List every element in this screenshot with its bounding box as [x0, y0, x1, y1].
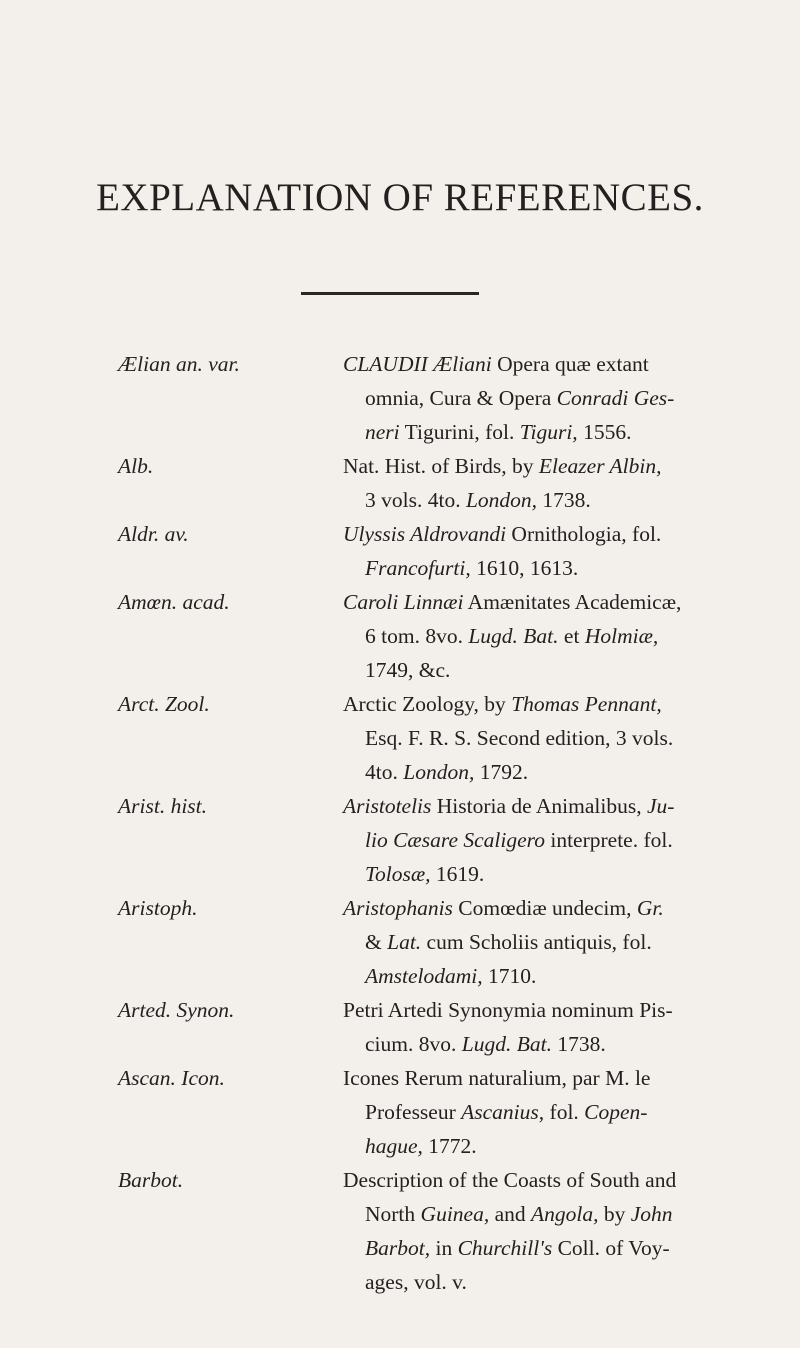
text-run: Description of the Coasts of South and: [343, 1168, 677, 1192]
reference-entry: [0, 585, 800, 687]
description-line: [343, 755, 723, 789]
text-run: Esq. F. R. S. Second edition, 3 vols.: [365, 726, 674, 750]
italic-text: lio Cæsare Scaligero: [365, 828, 545, 852]
text-run: 1738.: [537, 488, 591, 512]
italic-text: Copen-: [584, 1100, 648, 1124]
description-line: [343, 959, 723, 993]
italic-text: Barbot,: [365, 1236, 431, 1260]
italic-text: Francofurti,: [365, 556, 471, 580]
reference-abbreviation: Aldr. av.: [118, 522, 189, 546]
reference-entry: [0, 1163, 800, 1299]
reference-description: [343, 993, 723, 1061]
reference-abbreviation: Arist. hist.: [118, 794, 208, 818]
reference-abbreviation: Arct. Zool.: [118, 692, 210, 716]
description-line: [343, 517, 723, 551]
description-line: [343, 1027, 723, 1061]
text-run: Coll. of Voy-: [552, 1236, 670, 1260]
text-run: omnia, Cura & Opera: [365, 386, 557, 410]
italic-text: Caroli Linnæi: [343, 590, 464, 614]
text-run: Arctic Zoology, by: [343, 692, 512, 716]
italic-text: CLAUDII Æliani: [343, 352, 492, 376]
italic-text: London,: [403, 760, 475, 784]
reference-abbreviation: Ascan. Icon.: [118, 1066, 225, 1090]
reference-entry: [0, 891, 800, 993]
description-line: [343, 653, 723, 687]
italic-text: Lugd. Bat.: [468, 624, 559, 648]
text-run: cium. 8vo.: [365, 1032, 462, 1056]
reference-description: [343, 1163, 723, 1299]
italic-text: Ulyssis Aldrovandi: [343, 522, 507, 546]
text-run: and: [489, 1202, 532, 1226]
text-run: 1749, &c.: [365, 658, 451, 682]
reference-entry: [0, 449, 800, 517]
reference-description: [343, 517, 723, 585]
italic-text: Lugd. Bat.: [461, 1032, 552, 1056]
italic-text: Holmiæ,: [584, 624, 659, 648]
reference-abbreviation: Amœn. acad.: [118, 590, 230, 614]
reference-description: [343, 891, 723, 993]
text-run: 4to.: [365, 760, 404, 784]
italic-text: Conradi Ges-: [556, 386, 675, 410]
italic-text: Tolosæ,: [365, 862, 431, 886]
text-run: ages, vol. v.: [365, 1270, 467, 1294]
text-run: Opera quæ extant: [491, 352, 649, 376]
text-run: 1792.: [474, 760, 529, 784]
italic-text: Eleazer Albin,: [538, 454, 662, 478]
italic-text: Tiguri,: [519, 420, 578, 444]
description-line: [343, 993, 723, 1027]
text-run: Historia de Animalibus,: [431, 794, 647, 818]
text-run: et: [558, 624, 585, 648]
reference-entry: [0, 789, 800, 891]
reference-list: [0, 347, 800, 1299]
description-line: [343, 483, 723, 517]
description-line: [343, 789, 723, 823]
italic-text: Churchill's: [457, 1236, 553, 1260]
description-line: [343, 1265, 723, 1299]
italic-text: Amstelodami,: [365, 964, 483, 988]
description-line: [343, 551, 723, 585]
reference-entry: [0, 1061, 800, 1163]
text-run: Professeur: [365, 1100, 462, 1124]
italic-text: Thomas Pennant,: [511, 692, 662, 716]
text-run: 1738.: [551, 1032, 606, 1056]
reference-description: [343, 789, 723, 891]
title-rule: [301, 292, 479, 295]
italic-text: Ascanius,: [461, 1100, 545, 1124]
text-run: North: [365, 1202, 421, 1226]
text-run: 1610, 1613.: [470, 556, 579, 580]
text-run: 1710.: [482, 964, 537, 988]
reference-abbreviation: Barbot.: [118, 1168, 184, 1192]
italic-text: Lat.: [387, 930, 422, 954]
text-run: &: [365, 930, 388, 954]
description-line: [343, 823, 723, 857]
reference-abbreviation: Alb.: [118, 454, 154, 478]
text-run: by: [598, 1202, 631, 1226]
description-line: [343, 721, 723, 755]
italic-text: Aristophanis: [343, 896, 453, 920]
text-run: Ornithologia, fol.: [506, 522, 662, 546]
description-line: [343, 1163, 723, 1197]
description-line: [343, 925, 723, 959]
italic-text: Angola,: [531, 1202, 599, 1226]
description-line: [343, 891, 723, 925]
italic-text: Guinea,: [420, 1202, 490, 1226]
italic-text: London,: [465, 488, 538, 512]
page-title: EXPLANATION OF REFERENCES.: [96, 176, 704, 219]
text-run: 1619.: [430, 862, 485, 886]
text-run: interprete. fol.: [544, 828, 673, 852]
description-line: [343, 687, 723, 721]
text-run: fol.: [544, 1100, 585, 1124]
text-run: Nat. Hist. of Birds, by: [343, 454, 539, 478]
text-run: 3 vols. 4to.: [365, 488, 466, 512]
text-run: cum Scholiis antiquis, fol.: [421, 930, 652, 954]
reference-entry: [0, 687, 800, 789]
italic-text: John: [630, 1202, 673, 1226]
text-run: in: [430, 1236, 458, 1260]
reference-description: [343, 585, 723, 687]
description-line: [343, 1095, 723, 1129]
text-run: 1556.: [577, 420, 632, 444]
description-line: [343, 449, 723, 483]
italic-text: hague,: [365, 1134, 423, 1158]
description-line: [343, 1231, 723, 1265]
description-line: [343, 1129, 723, 1163]
text-run: 1772.: [422, 1134, 477, 1158]
reference-abbreviation: Arted. Synon.: [118, 998, 235, 1022]
text-run: Petri Artedi Synonymia nominum Pis-: [343, 998, 673, 1022]
text-run: 6 tom. 8vo.: [365, 624, 469, 648]
reference-entry: [0, 517, 800, 585]
reference-description: [343, 687, 723, 789]
italic-text: Gr.: [636, 896, 664, 920]
description-line: [343, 415, 723, 449]
description-line: [343, 585, 723, 619]
italic-text: Aristotelis: [343, 794, 432, 818]
italic-text: Ju-: [646, 794, 675, 818]
description-line: [343, 381, 723, 415]
description-line: [343, 347, 723, 381]
text-run: Icones Rerum naturalium, par M. le: [343, 1066, 651, 1090]
description-line: [343, 1197, 723, 1231]
reference-abbreviation: Ælian an. var.: [118, 352, 240, 376]
description-line: [343, 857, 723, 891]
reference-description: [343, 1061, 723, 1163]
reference-description: [343, 449, 723, 517]
reference-entry: [0, 993, 800, 1061]
description-line: [343, 1061, 723, 1095]
text-run: Comœdiæ undecim,: [452, 896, 637, 920]
italic-text: neri: [365, 420, 400, 444]
text-run: Amænitates Academicæ,: [463, 590, 682, 614]
reference-abbreviation: Aristoph.: [118, 896, 198, 920]
description-line: [343, 619, 723, 653]
reference-entry: [0, 347, 800, 449]
reference-description: [343, 347, 723, 449]
text-run: Tigurini, fol.: [399, 420, 520, 444]
